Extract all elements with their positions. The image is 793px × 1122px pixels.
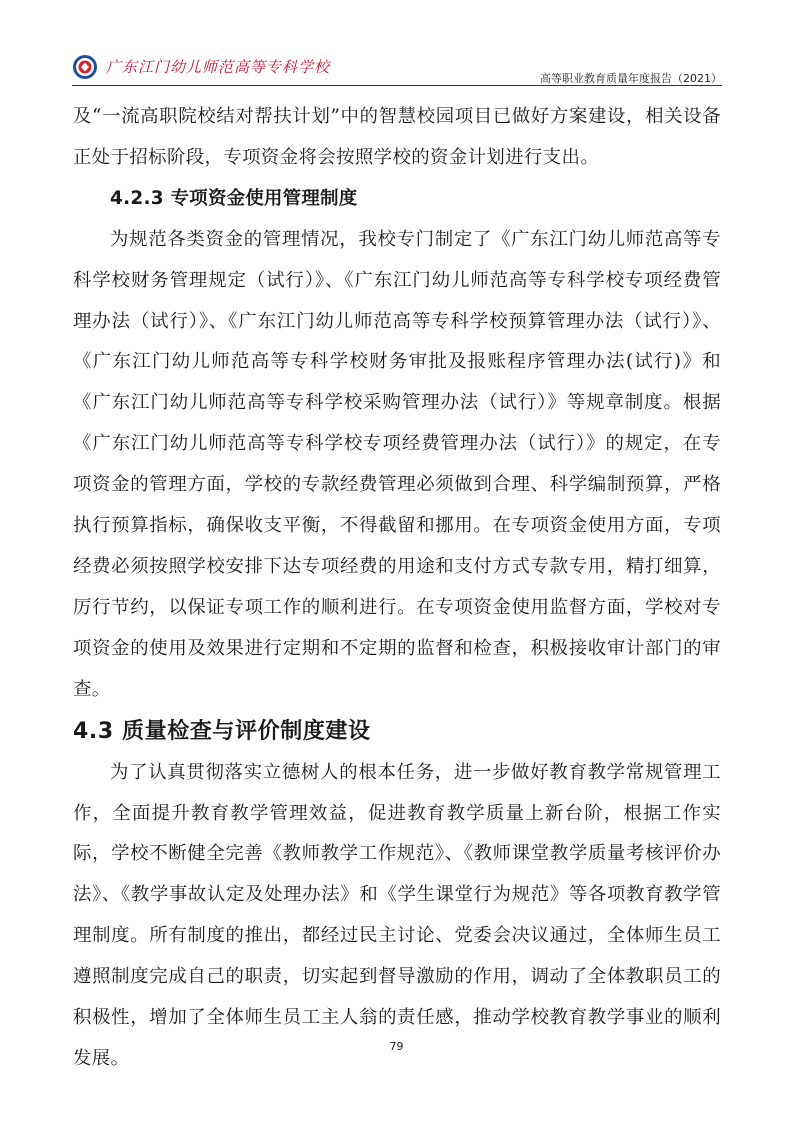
header-divider — [72, 85, 722, 86]
section-4-3-paragraph: 为了认真贯彻落实立德树人的根本任务，进一步做好教育教学常规管理工作，全面提升教育教学管理效益，促进教育教学质量上新台阶，根据工作实际，学校不断健全完善《教师教学工作规范》、《教师课堂教学质量考核评价办法》、《教学事故认定及处理办法》和《学生课堂行为规范》等各项教育教学管理制度。所有制度的推出，都经过民主讨论、党委会决议通过，全体师生员工遵照制度完成自己的职责，切实起到督导激励的作用，调动了全体教职员工的积极性，增加了全体师生员工主人翁的责任感，推动学校教育教学事业的顺利发展。 — [73, 761, 721, 1069]
document-body — [73, 97, 721, 1080]
report-title: 高等职业教育质量年度报告（2021） — [540, 72, 722, 85]
page-number: 79 — [389, 1040, 404, 1053]
section-4-3-heading: 4.3 质量检查与评价制度建设 — [73, 718, 371, 744]
section-4-2-3-paragraph: 为规范各类资金的管理情况，我校专门制定了《广东江门幼儿师范高等专科学校财务管理规定（试行）》、《广东江门幼儿师范高等专科学校专项经费管理办法（试行）》、《广东江门幼儿师范高等专科学校预算管理办法（试行）》、《广东江门幼儿师范高等专科学校财务审批及报账程序管理办法(试行)》和《广东江门幼儿师范高等专科学校采购管理办法（试行）》等规章制度。根据《广东江门幼儿师范高等专科学校专项经费管理办法（试行）》的规定，在专项资金的管理方面，学校的专款经费管理必须做到合理、科学编制预算，严格执行预算指标，确保收支平衡，不得截留和挪用。在专项资金使用方面，专项经费必须按照学校安排下达专项经费的用途和支付方式专款专用，精打细算，厉行节约，以保证专项工作的顺利进行。在专项资金使用监督方面，学校对专项资金的使用及效果进行定期和不定期的监督和检查，积极接收审计部门的审查。 — [73, 228, 721, 700]
page-header — [72, 44, 722, 86]
continuation-paragraph: 及“一流高职院校结对帮扶计划”中的智慧校园项目已做好方案建设，相关设备正处于招标阶段，专项资金将会按照学校的资金计划进行支出。 — [73, 106, 721, 168]
section-4-2-3-heading: 4.2.3 专项资金使用管理制度 — [110, 187, 358, 209]
school-name: 广东江门幼儿师范高等专科学校 — [106, 58, 331, 76]
school-emblem-icon — [72, 54, 98, 80]
